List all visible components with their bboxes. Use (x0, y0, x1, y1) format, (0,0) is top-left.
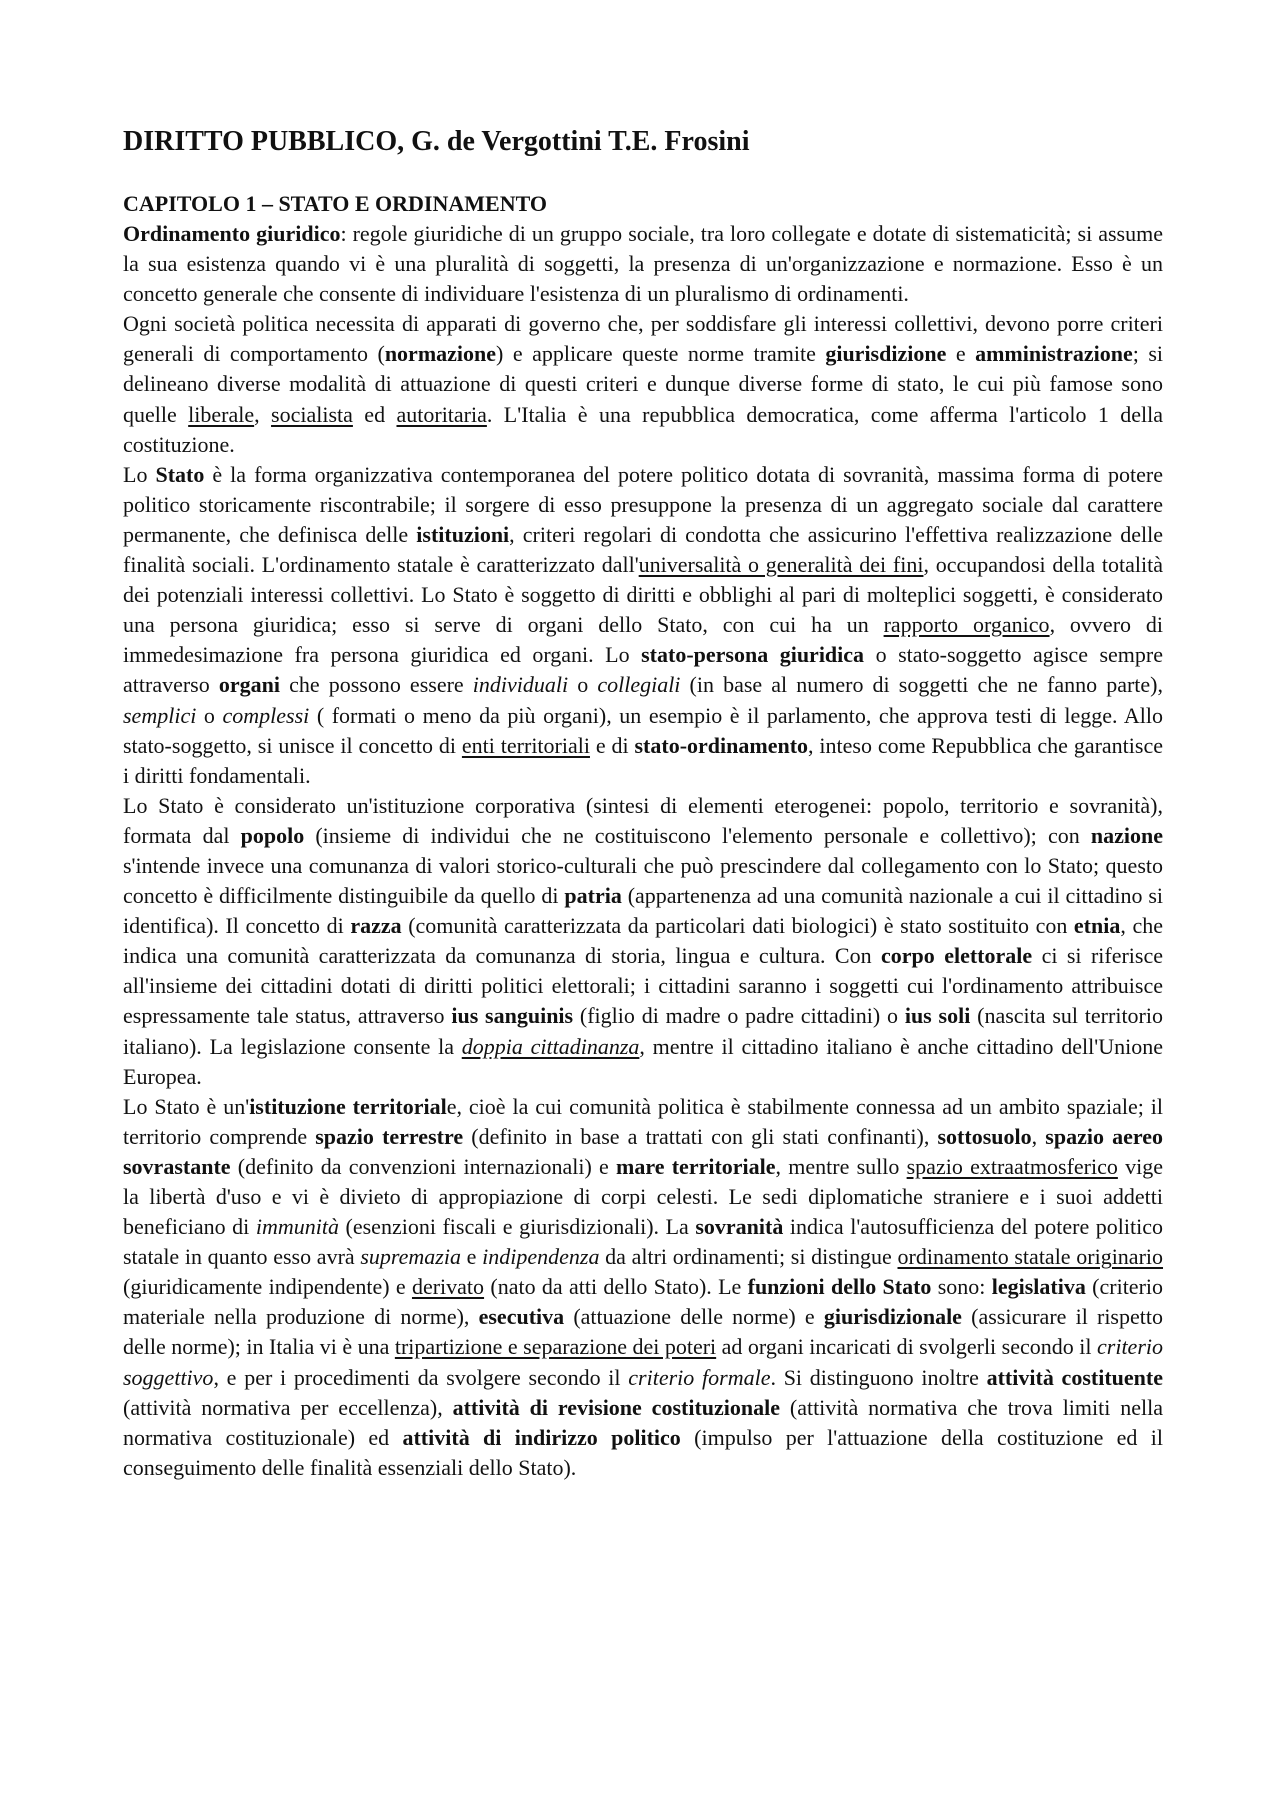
italic-term: supremazia (360, 1244, 461, 1270)
paragraph-territorio-e-sovranita (123, 1092, 1163, 1483)
text-run: , mentre sullo (775, 1153, 907, 1179)
bold-term: spazio terrestre (315, 1123, 464, 1149)
bold-term: corpo elettorale (881, 943, 1033, 969)
text-run: sono: (931, 1274, 992, 1300)
bold-term: ius sanguinis (451, 1003, 574, 1029)
bold-term: nazione (1090, 822, 1163, 848)
text-run: ; si delineano diverse modalità di attuazione di questi criteri e dunque diverse forme di stato, le cui più famose sono quelle (123, 341, 1164, 427)
bold-term: giurisdizionale (823, 1304, 962, 1330)
bold-term: giurisdizione (825, 341, 947, 367)
chapter-body (123, 219, 1163, 1483)
text-run: , mentre il cittadino italiano è anche cittadino dell'Unione Europea. (123, 1033, 1163, 1089)
text-run: ad organi incaricati di svolgerli secondo il (716, 1334, 1097, 1360)
text-run: (attuazione delle norme) e (564, 1304, 824, 1330)
bold-term: stato-persona giuridica (641, 642, 865, 668)
underlined-term: derivato (411, 1274, 485, 1300)
text-run: è la forma organizzativa contemporanea del potere politico dotata di sovranità, massima forma di potere politico storicamente riscontrabile; il sorgere di esso presuppone la presenza di un aggregato sociale dal carattere permanente, che definisca delle (123, 461, 1163, 547)
text-run: (nato da atti dello Stato). Le (484, 1274, 748, 1300)
underlined-term: enti territoriali (461, 732, 590, 758)
text-run: (nascita sul territorio italiano). La legislazione consente la (123, 1003, 1163, 1059)
text-run: ed (352, 401, 397, 427)
bold-term: esecutiva (478, 1304, 565, 1330)
bold-term: sovranità (695, 1214, 784, 1240)
text-run: , ovvero di immedesimazione fra persona giuridica ed organi. Lo (123, 612, 1163, 668)
text-run: e, cioè la cui comunità politica è stabilmente connessa ad un ambito spaziale; il territorio comprende (123, 1093, 1163, 1149)
text-run: ) e applicare queste norme tramite (496, 341, 826, 367)
text-run: (figlio di madre o padre cittadini) o (573, 1003, 905, 1029)
bold-term: organi (218, 672, 280, 698)
underlined-term: spazio extraatmosferico (906, 1153, 1118, 1179)
bold-term: mare territoriale (616, 1153, 776, 1179)
text-run: Ogni società politica necessita di apparati di governo che, per soddisfare gli interessi collettivi, devono porre criteri generali di comportamento ( (123, 311, 1163, 367)
document-title: DIRITTO PUBBLICO, G. de Vergottini T.E. Frosini (123, 126, 750, 157)
text-run: (comunità caratterizzata da particolari dati biologici) è stato sostituito con (401, 913, 1074, 939)
italic-term: individuali (472, 672, 569, 698)
bold-term: istituzione territorial (249, 1093, 447, 1119)
text-run: (esenzioni fiscali e giurisdizionali). La (338, 1214, 696, 1240)
bold-term: ius soli (904, 1003, 971, 1029)
bold-term: attività di revisione costituzionale (452, 1394, 780, 1420)
text-run: (insieme di individui che ne costituiscono l'elemento personale e collettivo); con (304, 822, 1091, 848)
document-page (123, 121, 1163, 1483)
bold-term: spazio aereo sovrastante (123, 1123, 1164, 1179)
text-run: . L'Italia è una repubblica democratica, come afferma l'articolo 1 della costituzione. (123, 401, 1164, 457)
bold-term: razza (350, 913, 402, 939)
text-run: . Si distinguono inoltre (770, 1364, 987, 1390)
underlined-term: tripartizione e separazione dei poteri (394, 1334, 717, 1360)
text-run: Lo Stato è un' (123, 1093, 250, 1119)
paragraph-ordinamento-giuridico (123, 219, 1163, 309)
italic-underlined-term: doppia cittadinanza (461, 1033, 640, 1059)
bold-term: attività costituente (986, 1364, 1163, 1390)
bold-term: legislativa (991, 1274, 1086, 1300)
text-run: : regole giuridiche di un gruppo sociale, tra loro collegate e dotate di sistematicità; si assume la sua esistenza quando vi è una pluralità di soggetti, la presenza di un'organizzazione e normazione. Esso è un concetto generale che consente di individuare l'esistenza di un pluralismo di ordinamenti. (123, 221, 1163, 307)
bold-term: normazione (384, 341, 497, 367)
text-run: Lo Stato è considerato un'istituzione corporativa (sintesi di elementi eterogenei: popolo, territorio e sovranità), formata dal (123, 792, 1163, 848)
text-run: o (196, 702, 223, 728)
text-run: , (254, 401, 272, 427)
underlined-term: socialista (271, 401, 353, 427)
text-run: (definito da convenzioni internazionali) e (230, 1153, 617, 1179)
text-run: ( formati o meno da più organi), un esempio è il parlamento, che approva testi di legge. Allo stato-soggetto, si unisce il concetto di (123, 702, 1163, 758)
text-run: Lo (123, 461, 156, 487)
text-run: ci si riferisce all'insieme dei cittadini dotati di diritti politici elettorali; i cittadini saranno i soggetti cui l'ordinamento attribuisce espressamente tale status, attraverso (123, 943, 1164, 1029)
text-run: e di (589, 732, 635, 758)
italic-term: immunità (255, 1214, 339, 1240)
paragraph-popolo-e-cittadinanza (123, 791, 1163, 1092)
bold-term: Ordinamento giuridico (123, 221, 341, 246)
underlined-term: universalità o generalità dei fini (638, 552, 924, 578)
text-run: che possono essere (279, 672, 473, 698)
text-run: (attività normativa che trova limiti nella normativa costituzionale) ed (123, 1394, 1163, 1450)
bold-term: istituzioni (416, 521, 510, 547)
bold-term: attività di indirizzo politico (402, 1424, 681, 1450)
underlined-term: autoritaria (396, 401, 487, 427)
underlined-term: rapporto organico (883, 612, 1050, 638)
bold-term: stato-ordinamento (634, 732, 809, 758)
italic-term: criterio soggettivo (123, 1334, 1163, 1390)
bold-term: funzioni dello Stato (747, 1274, 932, 1300)
text-run: (impulso per l'attuazione della costituzione ed il conseguimento delle finalità essenziali dello Stato). (123, 1424, 1163, 1480)
text-run: vige la libertà d'uso e vi è divieto di appropiazione di corpi celesti. Le sedi diplomatiche straniere e i suoi addetti beneficiano di (123, 1153, 1163, 1240)
italic-term: complessi (222, 702, 310, 728)
bold-term: patria (564, 883, 622, 909)
text-run: (definito in base a trattati con gli stati confinanti), (463, 1123, 938, 1149)
text-run: (attività normativa per eccellenza), (123, 1394, 453, 1420)
paragraph-forme-di-stato (123, 309, 1163, 459)
text-run: e (946, 341, 976, 367)
text-run: (appartenenza ad una comunità nazionale a cui il cittadino si identifica). Il concetto di (123, 883, 1163, 939)
italic-term: semplici (123, 702, 197, 728)
text-run: indica l'autosufficienza del potere politico statale in quanto esso avrà (123, 1214, 1164, 1270)
text-run: , criteri regolari di condotta che assicurino l'effettiva realizzazione delle finalità sociali. L'ordinamento statale è caratterizzato dall' (123, 521, 1163, 578)
text-run: (in base al numero di soggetti che ne fanno parte), (680, 672, 1164, 698)
text-run: , occupandosi della totalità dei potenziali interessi collettivi. Lo Stato è soggetto di diritti e obblighi al pari di molteplici soggetti, è considerato una persona giuridica; esso si serve di organi dello Stato, con cui ha un (123, 552, 1164, 638)
underlined-term: ordinamento statale originario (897, 1244, 1164, 1270)
bold-term: sottosuolo (937, 1123, 1032, 1149)
paragraph-stato-persona-giuridica (123, 460, 1163, 791)
bold-term: etnia (1073, 913, 1121, 939)
text-run: , e per i procedimenti da svolgere secondo il (213, 1364, 629, 1390)
text-run: (assicurare il rispetto delle norme); in Italia vi è una (123, 1304, 1163, 1360)
bold-term: popolo (240, 822, 305, 848)
text-run: , inteso come Repubblica che garantisce i diritti fondamentali. (123, 732, 1163, 788)
bold-term: Stato (155, 461, 205, 487)
text-run: o (568, 672, 598, 698)
text-run: s'intende invece una comunanza di valori storico-culturali che può prescindere dal collegamento con lo Stato; questo concetto è difficilmente distinguibile da quello di (123, 852, 1163, 909)
text-run: da altri ordinamenti; si distingue (599, 1244, 898, 1270)
chapter-title: CAPITOLO 1 – STATO E ORDINAMENTO (123, 191, 547, 216)
italic-term: indipendenza (482, 1244, 600, 1270)
underlined-term: liberale (188, 401, 255, 427)
text-run: , che indica una comunità caratterizzata da comunanza di storia, lingua e cultura. Con (123, 913, 1163, 969)
italic-term: criterio formale (628, 1364, 771, 1390)
text-run: , (1031, 1123, 1046, 1149)
text-run: (giuridicamente indipendente) e (123, 1274, 412, 1300)
text-run: e (460, 1244, 483, 1270)
text-run: o stato-soggetto agisce sempre attraverso (123, 642, 1163, 698)
italic-term: collegiali (597, 672, 681, 698)
bold-term: amministrazione (975, 341, 1133, 367)
text-run: (criterio materiale nella produzione di norme), (123, 1274, 1164, 1330)
